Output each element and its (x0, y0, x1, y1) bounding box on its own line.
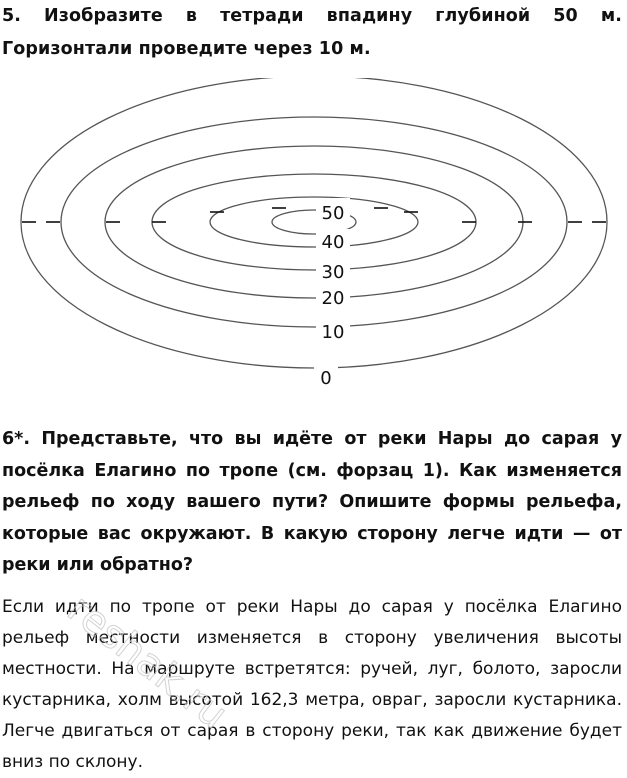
contour-10 (61, 117, 567, 327)
contour-0 (21, 78, 607, 368)
label-30: 30 (321, 262, 345, 283)
contour-40 (210, 197, 418, 247)
label-20: 20 (321, 288, 345, 309)
svg-text:reshak.ru: reshak.ru (58, 585, 236, 739)
task-6-answer: Если идти по тропе от реки Нары до сарая у посёлка Елагино рельеф местности изменяется в сторону увеличения высоты местности. На маршруте встретятся: ручей, луг, болото, заросли кустарника, холм высотой 162,3 метра, овраг, заросли кустарника. Легче двигаться от сарая в сторону реки, так как движение будет вниз по склону. (2, 597, 622, 772)
contour-depression-diagram (0, 78, 627, 398)
contour-30 (152, 174, 476, 270)
task-5-text: 5. Изобразите в тетради впадину глубиной 50 м. Горизонтали проведите через 10 м. (2, 6, 622, 59)
task-6-question: 6*. Представьте, что вы идёте от реки Нары до сарая у посёлка Елагино по тропе (см. форзац 1). Как изменяется рельеф по ходу вашего пути? Опишите формы рельефа, которые вас окружают. В какую сторону легче идти — от реки или обратно? (2, 429, 622, 575)
contour-20 (105, 146, 523, 298)
label-10: 10 (321, 322, 345, 343)
label-50: 50 (321, 203, 345, 224)
label-0: 0 (320, 368, 332, 389)
label-40: 40 (321, 232, 345, 253)
